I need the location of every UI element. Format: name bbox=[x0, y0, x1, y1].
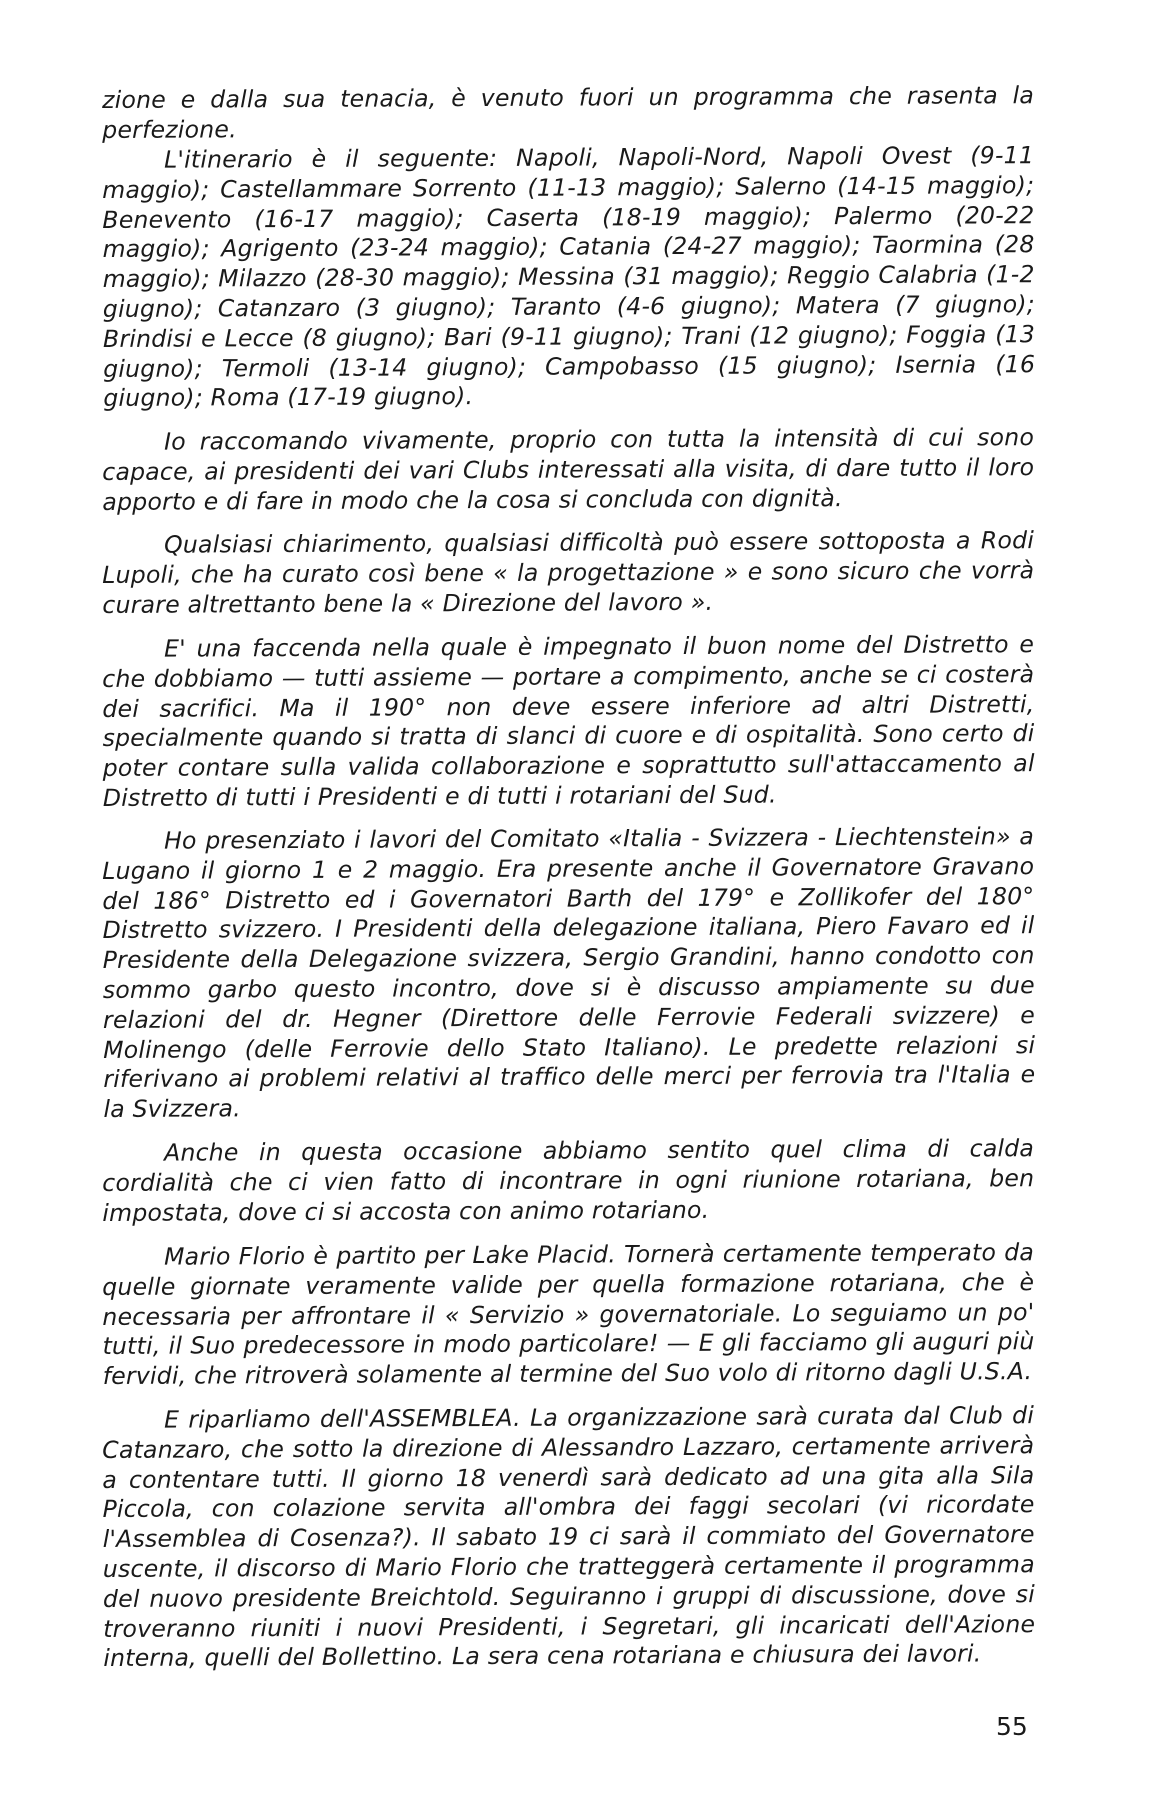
page-number: 55 bbox=[996, 1712, 1028, 1741]
paragraph-continuation: zione e dalla sua tenacia, è venuto fuori un programma che rasenta la perfezione. bbox=[102, 81, 1035, 144]
paragraph-itinerary: L'itinerario è il seguente: Napoli, Napoli-Nord, Napoli Ovest (9-11 maggio); Castellammare Sorrento (11-13 maggio); Salerno (14-15 maggio); Benevento (16-17 maggio); Caserta (18-19 maggio); Palermo (20-22 maggio); Agrigento (23-24 maggio); Catania (24-27 maggio); Taormina (28 maggio); Milazzo (28-30 maggio); Messina (31 maggio); Reggio Calabria (1-2 giugno); Catanzaro (3 giugno); Taranto (4-6 giugno); Matera (7 giugno); Brindisi e Lecce (8 giugno); Bari (9-11 giugno); Trani (12 giugno); Foggia (13 giugno); Termoli (13-14 giugno); Campobasso (15 giugno); Isernia (16 giugno); Roma (17-19 giugno). bbox=[102, 140, 1036, 412]
paragraph-clarification: Qualsiasi chiarimento, qualsiasi difficoltà può essere sottoposta a Rodi Lupoli, che ha curato così bene « la progettazione » e sono sicuro che vorrà curare altrettanto bene la « Direzione del lavoro ». bbox=[102, 526, 1035, 619]
paragraph-district: E' una faccenda nella quale è impegnato il buon nome del Distretto e che dobbiamo — tutti assieme — portare a compimento, anche se ci costerà dei sacrifici. Ma il 190° non deve essere inferiore ad altri Distretti, specialmente quando si tratta di slanci di cuore e di ospitalità. Sono certo di poter contare sulla valida collaborazione e soprattutto sull'attaccamento al Distretto di tutti i Presidenti e di tutti i rotariani del Sud. bbox=[102, 629, 1035, 812]
paragraph-committee: Ho presenziato i lavori del Comitato «Italia - Svizzera - Liechtenstein» a Lugano il giorno 1 e 2 maggio. Era presente anche il Governatore Gravano del 186° Distretto ed i Governatori Barth del 179° e Zollikofer del 180° Distretto svizzero. I Presidenti della delegazione italiana, Piero Favaro ed il Presidente della Delegazione svizzera, Sergio Grandini, hanno condotto con sommo garbo questo incontro, dove si è discusso ampiamente su due relazioni del dr. Hegner (Direttore delle Ferrovie Federali svizzere) e Molinengo (delle Ferrovie dello Stato Italiano). Le predette relazioni si riferivano ai problemi relativi al traffico delle merci per ferrovia tra l'Italia e la Svizzera. bbox=[102, 822, 1036, 1124]
paragraph-florio: Mario Florio è partito per Lake Placid. Tornerà certamente temperato da quelle giornate veramente valide per quella formazione rotariana, che è necessaria per affrontare il « Servizio » governatoriale. Lo seguiamo un po' tutti, il Suo predecessore in modo particolare! — E gli facciamo gli auguri più fervidi, che ritroverà solamente al termine del Suo volo di ritorno dagli U.S.A. bbox=[102, 1237, 1035, 1390]
article-body bbox=[102, 81, 1036, 1674]
paragraph-cordiality: Anche in questa occasione abbiamo sentito quel clima di calda cordialità che ci vien fatto di incontrare in ogni riunione rotariana, ben impostata, dove ci si accosta con animo rotariano. bbox=[102, 1134, 1035, 1227]
paragraph-recommendation: Io raccomando vivamente, proprio con tutta la intensità di cui sono capace, ai presidenti dei vari Clubs interessati alla visita, di dare tutto il loro apporto e di fare in modo che la cosa si concluda con dignità. bbox=[102, 422, 1035, 516]
paragraph-assembly: E riparliamo dell'ASSEMBLEA. La organizzazione sarà curata dal Club di Catanzaro, che sotto la direzione di Alessandro Lazzaro, certamente arriverà a contentare tutti. Il giorno 18 venerdì sarà dedicato ad una gita alla Sila Piccola, con colazione servita all'ombra dei faggi secolari (vi ricordate l'Assemblea di Cosenza?). Il sabato 19 ci sarà il commiato del Governatore uscente, il discorso di Mario Florio che tratteggerà certamente il programma del nuovo presidente Breichtold. Seguiranno i gruppi di discussione, dove si troveranno riuniti i nuovi Presidenti, i Segretari, gli incaricati dell'Azione interna, quelli del Bollettino. La sera cena rotariana e chiusura dei lavori. bbox=[102, 1400, 1036, 1673]
